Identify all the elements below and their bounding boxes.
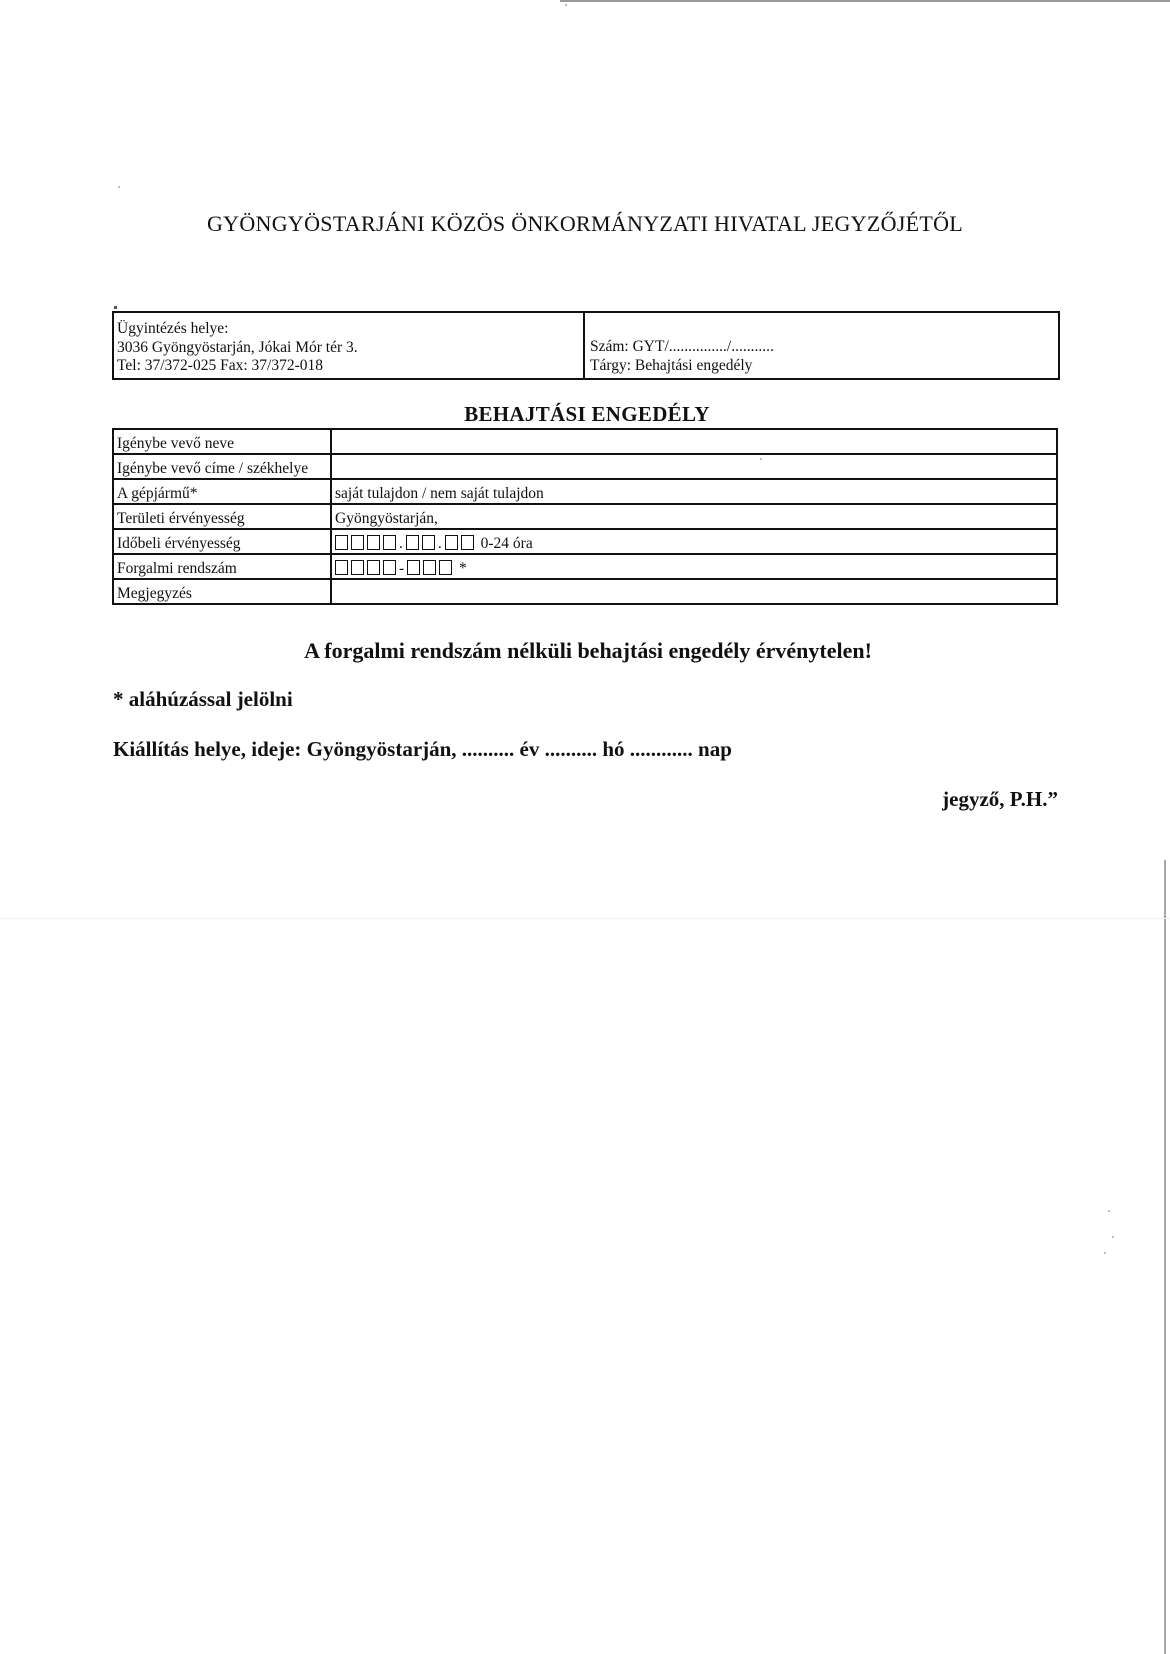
digit-box[interactable] [383, 535, 396, 550]
header-box [112, 311, 1060, 380]
table-row [113, 579, 1057, 604]
digit-box[interactable] [422, 535, 435, 550]
time-validity-field[interactable] [331, 529, 1057, 554]
character-box[interactable] [439, 560, 452, 575]
row-label-time-validity: Időbeli érvényesség [113, 529, 331, 554]
row-label-plate-number: Forgalmi rendszám [113, 554, 331, 579]
scan-speck [114, 306, 117, 309]
date-separator: . [437, 535, 442, 552]
scan-speck [118, 186, 120, 188]
character-box[interactable] [423, 560, 436, 575]
case-subject: Tárgy: Behajtási engedély [590, 356, 753, 374]
table-row [113, 454, 1057, 479]
row-label-remarks: Megjegyzés [113, 579, 331, 604]
administration-label: Ügyintézés helye: [117, 320, 229, 337]
digit-box[interactable] [461, 535, 474, 550]
table-row [113, 479, 1057, 504]
issue-place-date: Kiállítás helye, ideje: Gyöngyöstarján, .......... év .......... hó ............ nap [113, 737, 732, 761]
date-separator: . [399, 535, 403, 552]
scan-speck [565, 4, 567, 6]
row-label-vehicle: A gépjármű* [113, 479, 331, 504]
underline-footnote: * aláhúzással jelölni [113, 687, 293, 711]
digit-box[interactable] [445, 535, 458, 550]
row-label-applicant-address: Igénybe vevő címe / székhelye [113, 454, 331, 479]
character-box[interactable] [367, 560, 380, 575]
validity-warning: A forgalmi rendszám nélküli behajtási engedély érvénytelen! [304, 638, 872, 663]
character-box[interactable] [351, 560, 364, 575]
plate-boxes [335, 560, 455, 578]
administration-info [114, 313, 585, 378]
case-number: Szám: GYT/.............../........... [590, 338, 774, 355]
time-range-label: 0-24 óra [480, 534, 533, 552]
row-label-applicant-name: Igénybe vevő neve [113, 429, 331, 454]
digit-box[interactable] [367, 535, 380, 550]
table-row [113, 504, 1057, 529]
scan-edge-top [560, 0, 1170, 2]
row-label-area-validity: Területi érvényesség [113, 504, 331, 529]
digit-box[interactable] [351, 535, 364, 550]
remarks-field[interactable] [331, 579, 1057, 604]
character-box[interactable] [383, 560, 396, 575]
date-boxes [335, 535, 477, 553]
table-row [113, 529, 1057, 554]
scan-speck [760, 458, 762, 460]
applicant-name-field[interactable] [331, 429, 1057, 454]
permit-title: BEHAJTÁSI ENGEDÉLY [464, 402, 710, 426]
permit-table [112, 428, 1058, 605]
character-box[interactable] [407, 560, 420, 575]
applicant-address-field[interactable] [331, 454, 1057, 479]
office-title: GYÖNGYÖSTARJÁNI KÖZÖS ÖNKORMÁNYZATI HIVATAL JEGYZŐJÉTŐL [206, 211, 964, 236]
plate-separator: - [399, 560, 405, 577]
scan-speck [1108, 1210, 1110, 1212]
area-validity-field[interactable]: Gyöngyöstarján, [331, 504, 1057, 529]
table-row [113, 429, 1057, 454]
notary-signature: jegyző, P.H.” [942, 787, 1058, 811]
digit-box[interactable] [335, 535, 348, 550]
administration-address: 3036 Gyöngyöstarján, Jókai Mór tér 3. [117, 338, 358, 356]
scan-edge-right [1164, 860, 1166, 1654]
scan-speck [1112, 1236, 1114, 1238]
case-info [587, 313, 1058, 378]
plate-footnote-mark: * [459, 559, 467, 577]
vehicle-ownership-field[interactable]: saját tulajdon / nem saját tulajdon [331, 479, 1057, 504]
digit-box[interactable] [406, 535, 419, 550]
paper-fold [0, 918, 1170, 919]
table-row [113, 554, 1057, 579]
character-box[interactable] [335, 560, 348, 575]
administration-phone-fax: Tel: 37/372-025 Fax: 37/372-018 [117, 357, 323, 374]
plate-number-field[interactable] [331, 554, 1057, 579]
scan-speck [1104, 1252, 1106, 1254]
